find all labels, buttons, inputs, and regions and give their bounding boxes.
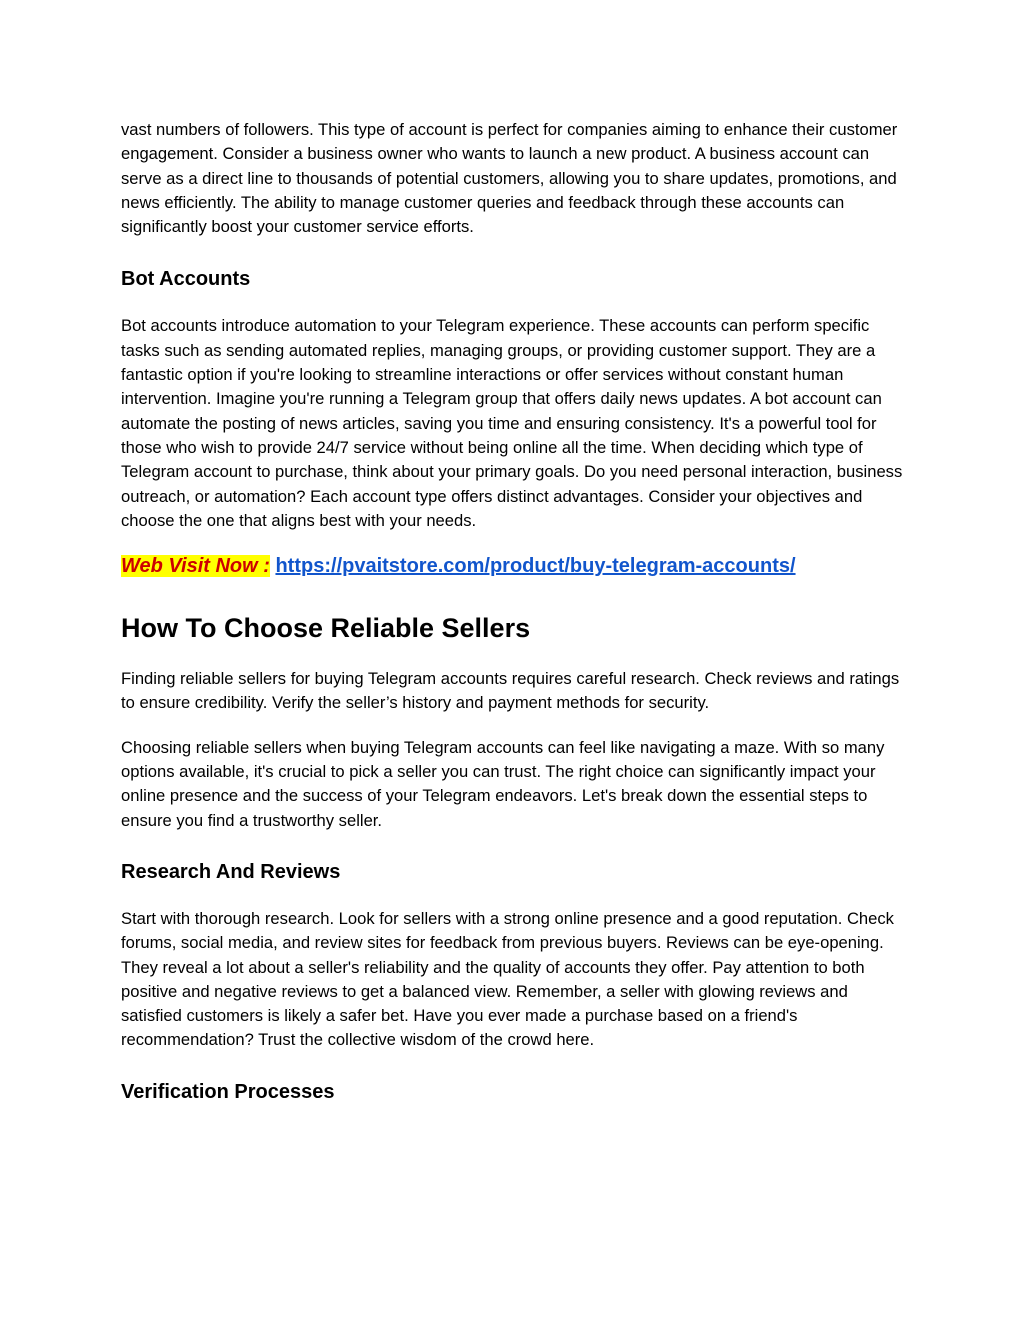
bot-accounts-heading: Bot Accounts <box>121 268 251 291</box>
research-reviews-heading: Research And Reviews <box>121 860 341 883</box>
bot-accounts-paragraph: Bot accounts introduce automation to your Telegram experience. These accounts can perform specific tasks such as sending automated replies, managing groups, or providing customer support. They are a fantastic option if you're looking to streamline interactions or offer services without constant human intervention. Imagine you're running a Telegram group that offers daily news updates. A bot account can automate the posting of news articles, saving you time and ensuring consistency. It's a powerful tool for those who wish to provide 24/7 service without being online all the time. When deciding which type of Telegram account to purchase, think about your primary goals. Do you need personal interaction, business outreach, or automation? Each account type offers distinct advantages. Consider your objectives and choose the one that aligns best with your needs. <box>121 316 903 530</box>
how-to-choose-paragraph-2: Choosing reliable sellers when buying Telegram accounts can feel like navigating a maze. With so many options available, it's crucial to pick a seller you can trust. The right choice can significantly impact your online presence and the success of your Telegram endeavors. Let's break down the essential steps to ensure you find a trustworthy seller. <box>121 737 885 830</box>
web-visit-label: Web Visit Now : <box>121 555 270 578</box>
how-to-choose-paragraph-1: Finding reliable sellers for buying Telegram accounts requires careful research. Check reviews and ratings to ensure credibility. Verify the seller’s history and payment methods for security. <box>121 669 900 713</box>
research-reviews-paragraph: Start with thorough research. Look for sellers with a strong online presence and a good reputation. Check forums, social media, and review sites for feedback from previous buyers. Reviews can be eye-opening. They reveal a lot about a seller's reliability and the quality of accounts they offer. Pay attention to both positive and negative reviews to get a balanced view. Remember, a seller with glowing reviews and satisfied customers is likely a safer bet. Have you ever made a purchase based on a friend's recommendation? Trust the collective wisdom of the crowd here. <box>121 908 894 1050</box>
intro-paragraph: vast numbers of followers. This type of account is perfect for companies aiming to enhance their customer engagement. Consider a business owner who wants to launch a new product. A business account can serve as a direct line to thousands of potential customers, allowing you to share updates, promotions, and news efficiently. The ability to manage customer queries and feedback through these accounts can significantly boost your customer service efforts. <box>121 120 898 237</box>
web-visit-link[interactable]: https://pvaitstore.com/product/buy-telegram-accounts/ <box>275 555 796 578</box>
how-to-choose-heading: How To Choose Reliable Sellers <box>121 613 531 644</box>
web-visit-line <box>121 552 911 580</box>
verification-processes-heading: Verification Processes <box>121 1080 335 1103</box>
document-page <box>121 118 911 1105</box>
